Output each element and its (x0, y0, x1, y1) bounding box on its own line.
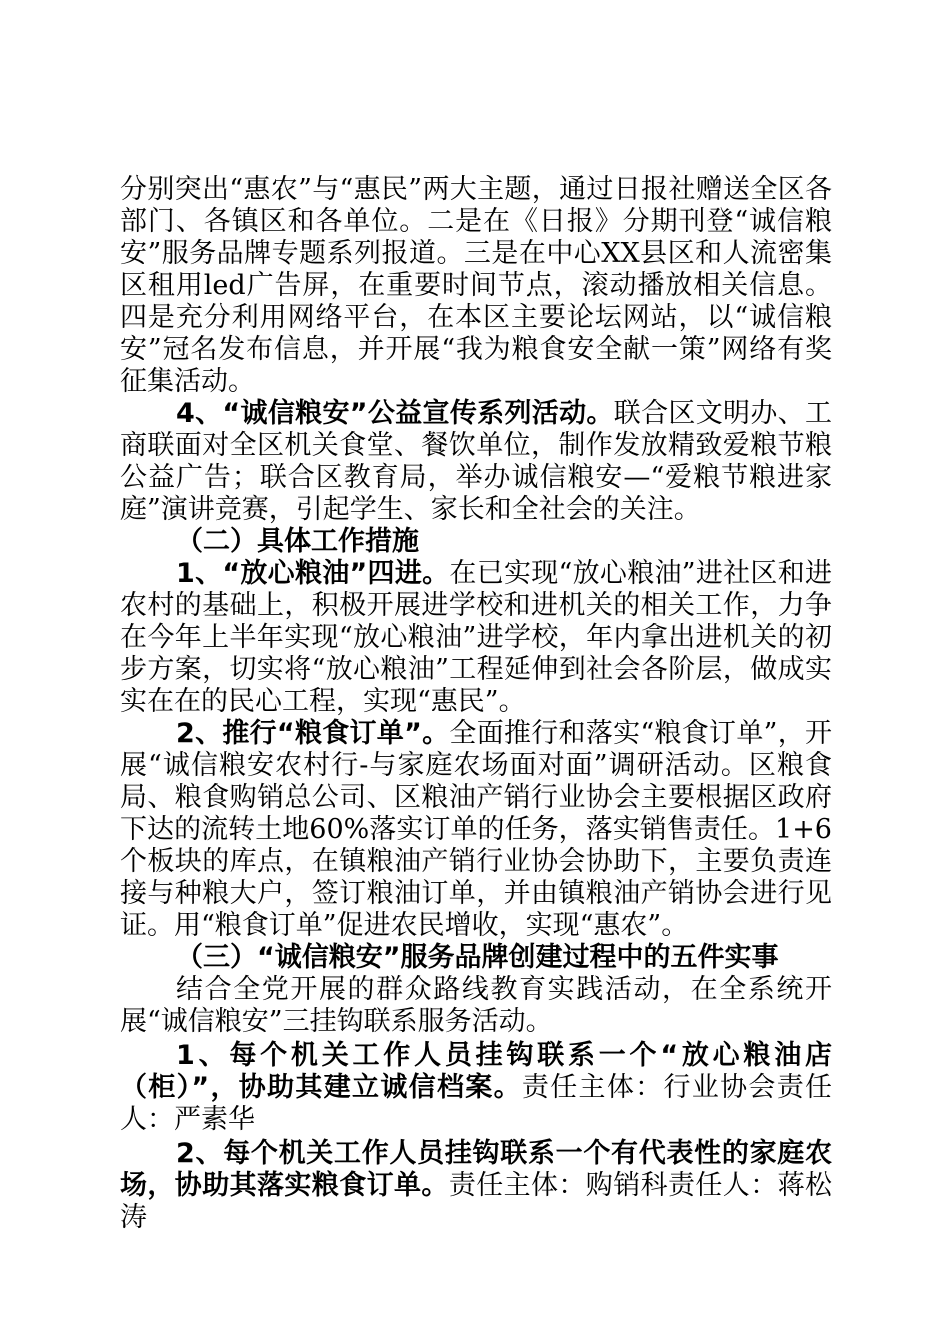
document-body (120, 174, 832, 1234)
heading-text: （三）“诚信粮安”服务品牌创建过程中的五件实事 (176, 942, 779, 973)
paragraph-text: 分别突出“惠农”与“惠民”两大主题，通过日报社赠送全区各部门、各镇区和各单位。二是在《日报》分期刊登“诚信粮安”服务品牌专题系列报道。三是在中心XX县区和人流密集区租用led广告屏，在重要时间节点，滚动播放相关信息。四是充分利用网络平台，在本区主要论坛网站，以“诚信粮安”冠名发布信息，并开展“我为粮食安全献一策”网络有奖征集活动。 (120, 174, 832, 397)
paragraph-text: 在已实现“放心粮油”进社区和进农村的基础上，积极开展进学校和进机关的相关工作，力争在今年上半年实现“放心粮油”进学校，年内拿出进机关的初步方案，切实将“放心粮油”工程延伸到社会各阶层，做成实实在在的民心工程，实现“惠民”。 (120, 558, 832, 717)
paragraph-public-welfare-activities (120, 398, 832, 526)
paragraph-four-entries (120, 558, 832, 718)
paragraph-lead: 1、“放心粮油”四进。 (176, 558, 450, 589)
paragraph-grain-orders (120, 718, 832, 942)
paragraph-lead: 1、每个机关工作人员挂钩联系一个“放心粮油店（柜）”，协助其建立诚信档案。 (120, 1040, 832, 1103)
paragraph-text: 联合区文明办、工商联面对全区机关食堂、餐饮单位，制作发放精致爱粮节粮公益广告；联合区教育局，举办诚信粮安—“爱粮节粮进家庭”演讲竞赛，引起学生、家长和全社会的关注。 (120, 398, 833, 525)
paragraph-text: 责任主体：购销科责任人：蒋松涛 (120, 1170, 833, 1233)
paragraph-mass-line-activity (120, 974, 832, 1038)
paragraph-promotion-channels (120, 174, 832, 398)
heading-text: （二）具体工作措施 (176, 526, 419, 557)
section-heading-five-practical-matters (120, 942, 832, 974)
paragraph-lead: 2、每个机关工作人员挂钩联系一个有代表性的家庭农场，协助其落实粮食订单。 (120, 1138, 832, 1201)
paragraph-text: 责任主体：行业协会责任人：严素华 (120, 1072, 833, 1135)
paragraph-item-family-farm (120, 1138, 832, 1234)
paragraph-item-grain-store (120, 1040, 832, 1136)
section-heading-specific-measures (120, 526, 832, 558)
paragraph-text: 全面推行和落实“粮食订单”，开展“诚信粮安农村行-与家庭农场面对面”调研活动。区粮食局、粮食购销总公司、区粮油产销行业协会主要根据区政府下达的流转土地60%落实订单的任务，落实销售责任。1+6个板块的库点，在镇粮油产销行业协会协助下，主要负责连接与种粮大户，签订粮油订单，并由镇粮油产销协会进行见证。用“粮食订单”促进农民增收，实现“惠农”。 (120, 718, 832, 941)
paragraph-text: 结合全党开展的群众路线教育实践活动，在全系统开展“诚信粮安”三挂钩联系服务活动。 (120, 974, 832, 1037)
paragraph-lead: 2、推行“粮食订单”。 (176, 718, 450, 749)
paragraph-lead: 4、“诚信粮安”公益宣传系列活动。 (176, 398, 614, 429)
